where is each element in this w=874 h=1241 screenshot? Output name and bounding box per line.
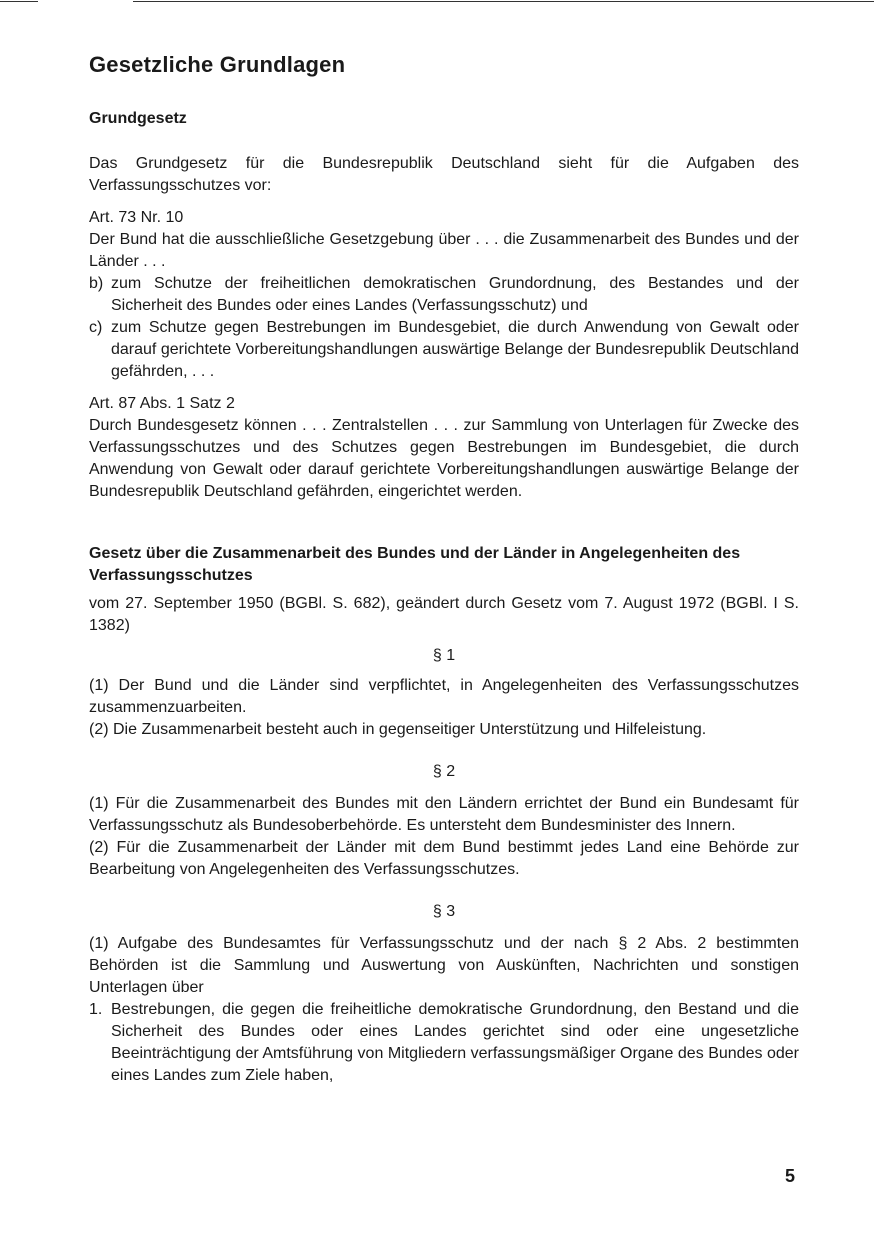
art73-item-b xyxy=(89,273,799,317)
art73-item-c xyxy=(89,317,799,383)
paragraph-sign-2: § 2 xyxy=(432,763,456,780)
page-number: 5 xyxy=(785,1166,796,1186)
top-rule-right xyxy=(133,1,874,2)
art73-reference: Art. 73 Nr. 10 xyxy=(89,209,184,226)
art73-item-c-marker: c) xyxy=(89,319,103,336)
para1-clause-2: (2) Die Zusammenarbeit besteht auch in gegenseitiger Unterstützung und Hilfeleistung. xyxy=(89,721,707,738)
page-heading: Gesetzliche Grundlagen xyxy=(89,52,346,77)
para3-item-1 xyxy=(89,999,799,1087)
art73-item-b-marker: b) xyxy=(89,275,104,292)
section-title-grundgesetz: Grundgesetz xyxy=(89,110,187,127)
art73-item-b-text: zum Schutze der freiheitlichen demokratischen Grundordnung, des Bestandes und der Sicherheit des Bundes oder eines Landes (Verfassungsschutz) und xyxy=(111,275,799,314)
art73-text: Der Bund hat die ausschließliche Gesetzgebung über . . . die Zusammenarbeit des Bundes und der Länder . . . xyxy=(89,231,799,270)
para2-clause-1: (1) Für die Zusammenarbeit des Bundes mit den Ländern errichtet der Bund ein Bundesamt für Verfassungsschutz als Bundesoberbehörde. Es untersteht dem Bundesminister des Innern. xyxy=(89,795,799,834)
para3-item-1-marker: 1. xyxy=(89,1001,103,1018)
para3-clause-1: (1) Aufgabe des Bundesamtes für Verfassungsschutz und der nach § 2 Abs. 2 bestimmten Behörden ist die Sammlung und Auswertung von Auskünften, Nachrichten und sonstigen Unterlagen über xyxy=(89,935,799,996)
law-date-note: vom 27. September 1950 (BGBl. S. 682), geändert durch Gesetz vom 7. August 1972 (BGBl. I S. 1382) xyxy=(89,595,799,634)
para2-clause-2: (2) Für die Zusammenarbeit der Länder mit dem Bund bestimmt jedes Land eine Behörde zur Bearbeitung von Angelegenheiten des Verfassungsschutzes. xyxy=(89,839,799,878)
page-content xyxy=(89,48,799,1087)
top-rule-left xyxy=(0,1,38,2)
paragraph-sign-3: § 3 xyxy=(432,903,456,920)
art73-item-c-text: zum Schutze gegen Bestrebungen im Bundesgebiet, die durch Anwendung von Gewalt oder darauf gerichtete Vorbereitungshandlungen auswärtige Belange der Bundesrepublik Deutschland gefährden, . . . xyxy=(111,319,799,380)
grundgesetz-intro: Das Grundgesetz für die Bundesrepublik Deutschland sieht für die Aufgaben des Verfassungsschutzes vor: xyxy=(89,155,799,194)
para3-item-1-text: Bestrebungen, die gegen die freiheitliche demokratische Grundordnung, den Bestand und die Sicherheit des Bundes oder eines Landes gerichtet sind oder eine ungesetzliche Beeinträchtigung der Amtsführung von Mitgliedern verfassungsmäßiger Organe des Bundes oder eines Landes zum Ziele haben, xyxy=(111,1001,799,1084)
section-title-zusammenarbeit: Gesetz über die Zusammenarbeit des Bundes und der Länder in Angelegenheiten des Verfassungsschutzes xyxy=(89,545,741,584)
paragraph-sign-1: § 1 xyxy=(432,647,456,664)
art87-text: Durch Bundesgesetz können . . . Zentralstellen . . . zur Sammlung von Unterlagen für Zwecke des Verfassungsschutzes und des Schutzes gegen Bestrebungen im Bundesgebiet, die durch Anwendung von Gewalt oder darauf gerichtete Vorbereitungshandlungen auswärtige Belange der Bundesrepublik Deutschland gefährden, eingerichtet werden. xyxy=(89,417,799,500)
para1-clause-1: (1) Der Bund und die Länder sind verpflichtet, in Angelegenheiten des Verfassungsschutzes zusammenzuarbeiten. xyxy=(89,677,799,716)
art87-reference: Art. 87 Abs. 1 Satz 2 xyxy=(89,395,235,412)
